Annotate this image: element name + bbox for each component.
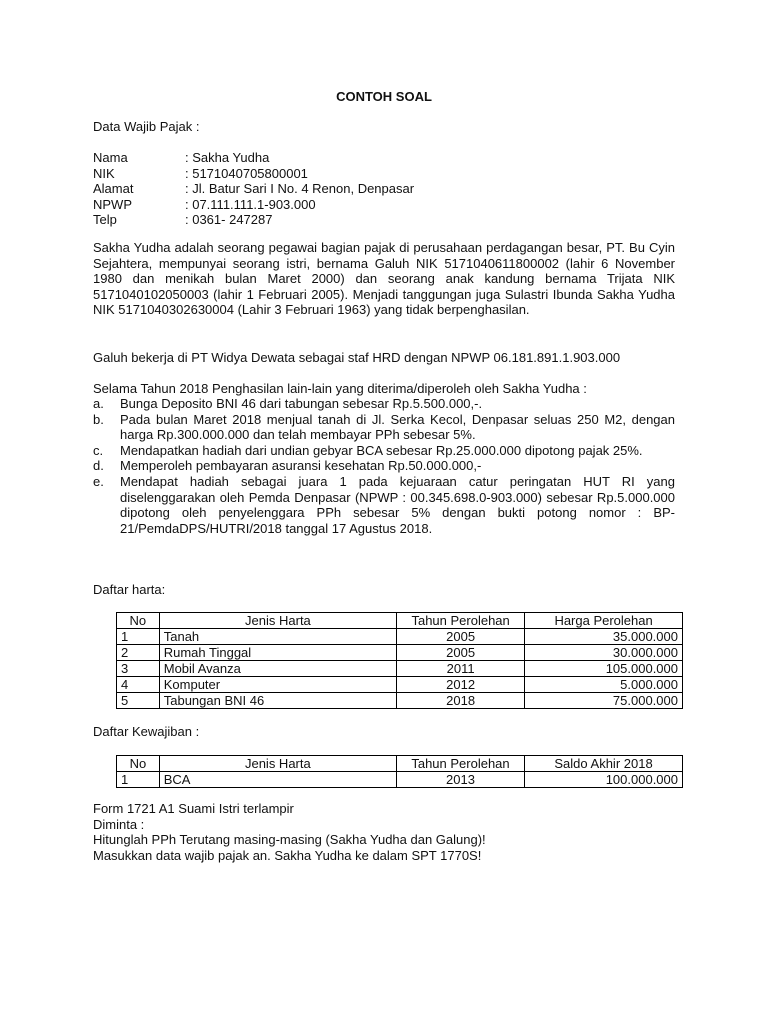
identity-value: : Jl. Batur Sari I No. 4 Renon, Denpasar [185,181,415,197]
identity-label: NPWP [93,196,132,212]
cell-harga: 5.000.000 [525,677,683,693]
identity-row-nama [93,150,675,166]
list-text: Pada bulan Maret 2018 menjual tanah di Jl. Serka Kecol, Denpasar seluas 250 M2, dengan harga Rp.300.000.000 dan telah membayar PPh sebesar 5%. [120,411,675,443]
table-row [117,645,683,661]
cell-harga: 35.000.000 [525,629,683,645]
list-text: Mendapatkan hadiah dari undian gebyar BCA sebesar Rp.25.000.000 dipotong pajak 25%. [120,442,643,458]
identity-value: : 0361- 247287 [185,212,273,228]
identity-label: Alamat [93,181,134,197]
list-marker: d. [93,458,104,474]
list-text: Memperoleh pembayaran asuransi kesehatan Rp.50.000.000,- [120,458,482,474]
cell-no: 2 [117,645,160,661]
table-header-row [117,756,683,772]
cell-harga: 30.000.000 [525,645,683,661]
identity-row-npwp [93,197,675,213]
data-wp-heading: Data Wajib Pajak : [93,119,200,134]
cell-tahun: 2012 [397,677,525,693]
cell-jenis: BCA [159,772,396,788]
cell-jenis: Mobil Avanza [159,661,396,677]
list-text: Bunga Deposito BNI 46 dari tabungan sebesar Rp.5.500.000,-. [120,396,483,411]
harta-heading: Daftar harta: [93,582,166,597]
identity-value: : 07.111.111.1-903.000 [185,196,316,212]
identity-row-alamat [93,181,675,197]
cell-tahun: 2011 [397,661,525,677]
page-title: CONTOH SOAL [336,89,432,104]
identity-row-nik [93,166,675,182]
kewajiban-table [116,755,683,788]
column-header: Jenis Harta [159,756,396,772]
paragraph-spouse: Galuh bekerja di PT Widya Dewata sebagai staf HRD dengan NPWP 06.181.891.1.903.000 [93,350,621,365]
column-header: Harga Perolehan [525,613,683,629]
identity-value: : 5171040705800001 [185,165,308,181]
identity-value: : Sakha Yudha [185,150,270,165]
cell-harga: 105.000.000 [525,661,683,677]
cell-tahun: 2013 [396,772,524,788]
identity-label: Telp [93,212,117,228]
cell-tahun: 2005 [397,645,525,661]
cell-no: 5 [117,693,160,709]
cell-no: 4 [117,677,160,693]
list-marker: b. [93,411,104,427]
column-header: No [117,756,160,772]
table-row [117,677,683,693]
cell-tahun: 2018 [397,693,525,709]
harta-table [116,612,683,709]
column-header: Saldo Akhir 2018 [525,756,683,772]
list-text: Mendapat hadiah sebagai juara 1 pada kejuaraan catur peringatan HUT RI yang diselenggarakan oleh Pemda Denpasar (NPWP : 00.345.698.0-903.000) sebesar Rp.5.000.000 dipotong oleh penyelenggara PPh sebesar 5% dengan bukti potong nomor : BP-21/PemdaDPS/HUTRI/2018 tanggal 17 Agustus 2018. [120,473,675,536]
income-intro: Selama Tahun 2018 Penghasilan lain-lain yang diterima/diperoleh oleh Sakha Yudha : [93,381,587,396]
footer-line-task-2: Masukkan data wajib pajak an. Sakha Yudha ke dalam SPT 1770S! [93,847,482,863]
list-marker: a. [93,396,104,411]
identity-label: Nama [93,150,128,165]
column-header: Tahun Perolehan [396,756,524,772]
footer-notes [93,801,675,863]
cell-jenis: Komputer [159,677,396,693]
cell-jenis: Tanah [159,629,396,645]
identity-list [93,150,675,228]
cell-no: 1 [117,772,160,788]
list-marker: e. [93,473,104,489]
list-item [93,458,675,474]
cell-jenis: Tabungan BNI 46 [159,693,396,709]
identity-row-telp [93,212,675,228]
list-item [93,474,675,536]
column-header: Tahun Perolehan [397,613,525,629]
cell-no: 3 [117,661,160,677]
footer-line-form: Form 1721 A1 Suami Istri terlampir [93,801,294,816]
cell-saldo: 100.000.000 [525,772,683,788]
cell-harga: 75.000.000 [525,693,683,709]
column-header: No [117,613,160,629]
table-row [117,772,683,788]
cell-jenis: Rumah Tinggal [159,645,396,661]
column-header: Jenis Harta [159,613,396,629]
table-row [117,661,683,677]
list-item [93,412,675,443]
footer-line-task-1: Hitunglah PPh Terutang masing-masing (Sakha Yudha dan Galung)! [93,832,486,848]
footer-line-diminta: Diminta : [93,816,145,832]
income-list [93,396,675,536]
paragraph-description: Sakha Yudha adalah seorang pegawai bagian pajak di perusahaan perdagangan besar, PT. Bu Cyin Sejahtera, mempunyai seorang istri, bernama Galuh NIK 5171040611800002 (lahir 6 November 1980 dan menikah bulan Maret 2000) dan seorang anak kandung bernama Trijata NIK 5171040102050003 (lahir 1 Februari 2005). Menjadi tanggungan juga Sulastri Ibunda Sakha Yudha NIK 5171040302630004 (Lahir 3 Februari 1963) yang tidak berpenghasilan. [93,240,675,318]
cell-no: 1 [117,629,160,645]
table-header-row [117,613,683,629]
list-marker: c. [93,442,104,458]
table-row [117,629,683,645]
table-row [117,693,683,709]
kewajiban-heading: Daftar Kewajiban : [93,724,200,739]
cell-tahun: 2005 [397,629,525,645]
list-item [93,396,675,412]
identity-label: NIK [93,165,115,181]
list-item [93,443,675,459]
